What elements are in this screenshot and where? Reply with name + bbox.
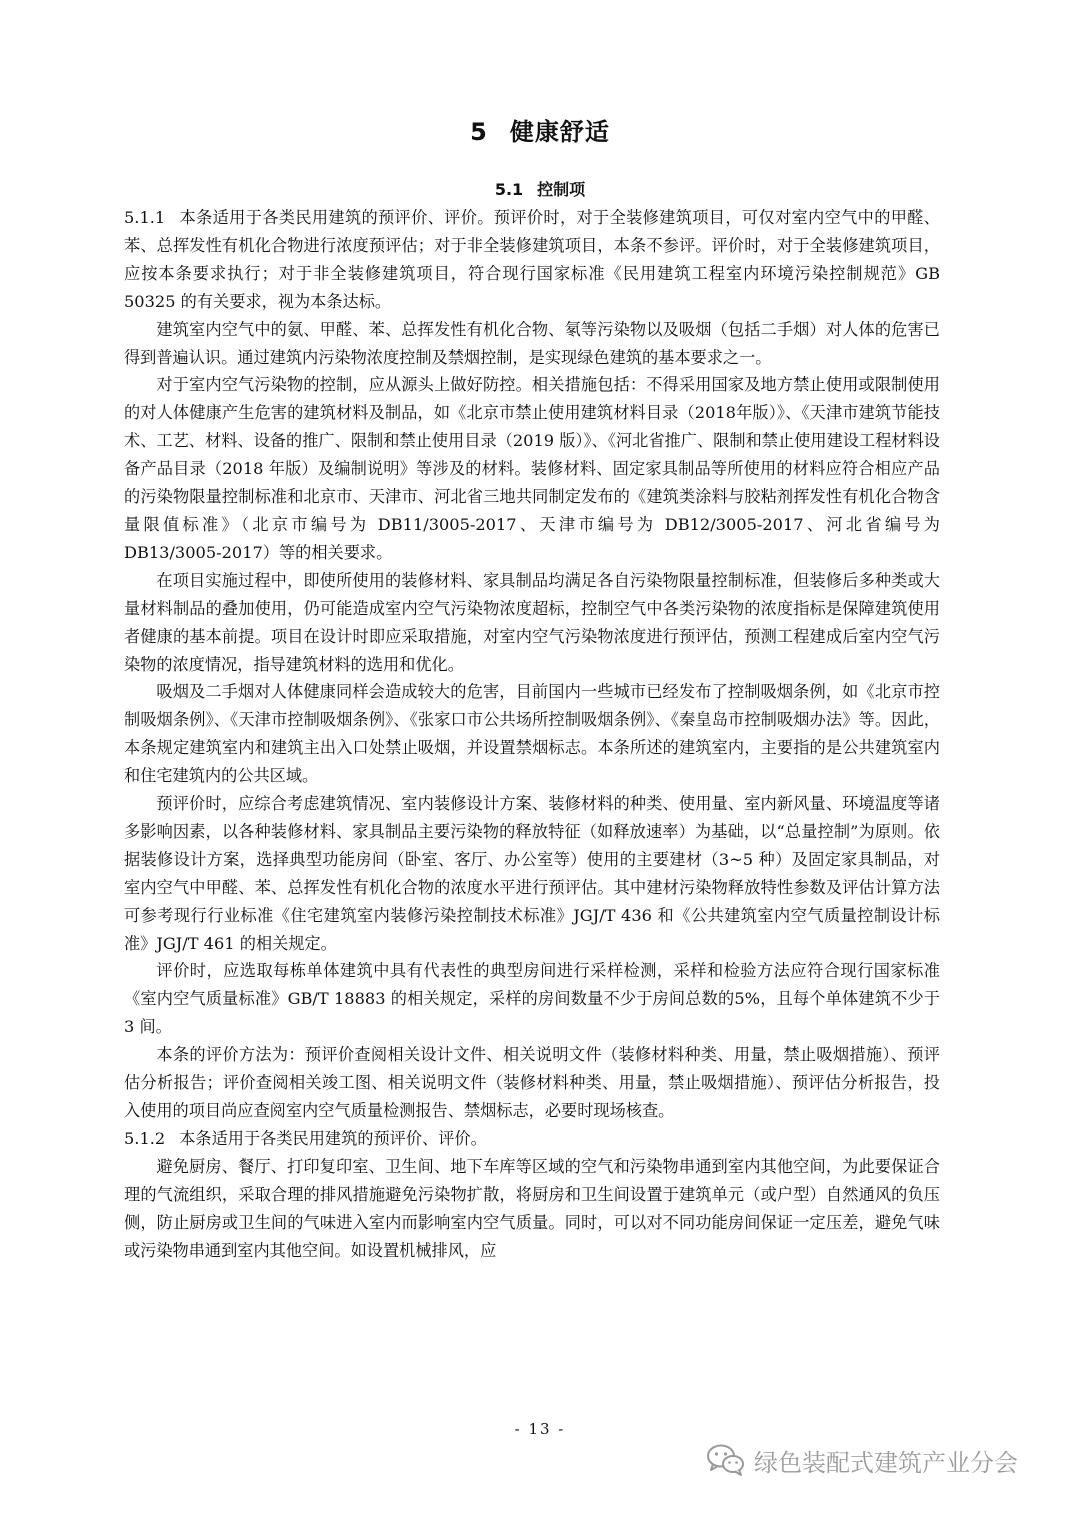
chapter-number: 5 [470,118,488,146]
watermark-text: 绿色装配式建筑产业分会 [754,1448,1018,1477]
section-number: 5.1 [494,180,524,199]
chapter-title-text: 健康舒适 [509,118,610,146]
clause-5-1-2 [124,1125,940,1153]
body-text [124,204,940,1264]
paragraph: 本条的评价方法为：预评价查阅相关设计文件、相关说明文件（装修材料种类、用量，禁止吸烟措施）、预评估分析报告；评价查阅相关竣工图、相关说明文件（装修材料种类、用量，禁止吸烟措施）、预评估分析报告，投入使用的项目尚应查阅室内空气质量检测报告、禁烟标志，必要时现场核查。 [124,1045,940,1120]
chapter-title [0,112,1080,147]
section-title-text: 控制项 [537,180,586,199]
paragraph: 建筑室内空气中的氨、甲醛、苯、总挥发性有机化合物、氡等污染物以及吸烟（包括二手烟）对人体的危害已得到普遍认识。通过建筑内污染物浓度控制及禁烟控制，是实现绿色建筑的基本要求之一。 [124,319,940,367]
page-number: - 13 - [514,1420,566,1438]
section-title [0,177,1080,200]
clause-5-1-1 [124,204,940,316]
clause-number: 5.1.2 [124,1128,166,1148]
paragraph: 在项目实施过程中，即使所使用的装修材料、家具制品均满足各自污染物限量控制标准，但装修后多种类或大量材料制品的叠加使用，仍可能造成室内空气污染物浓度超标，控制空气中各类污染物的浓度指标是保障建筑使用者健康的基本前提。项目在设计时即应采取措施，对室内空气污染物浓度进行预评估，预测工程建成后室内空气污染物的浓度情况，指导建筑材料的选用和优化。 [124,570,940,674]
paragraph: 对于室内空气污染物的控制，应从源头上做好防控。相关措施包括：不得采用国家及地方禁止使用或限制使用的对人体健康产生危害的建筑材料及制品，如《北京市禁止使用建筑材料目录（2018年版）》、《天津市建筑节能技术、工艺、材料、设备的推广、限制和禁止使用目录（2019 版）》、《河北省推广、限制和禁止使用建设工程材料设备产品目录（2018 年版）及编制说明》等涉及的材料。装修材料、固定家具制品等所使用的材料应符合相应产品的污染物限量控制标准和北京市、天津市、河北省三地共同制定发布的《建筑类涂料与胶粘剂挥发性有机化合物含量限值标准》（北京市编号为 DB11/3005-2017、天津市编号为 DB12/3005-2017、河北省编号为 DB13/3005-2017）等的相关要求。 [124,375,940,562]
paragraph: 评价时，应选取每栋单体建筑中具有代表性的典型房间进行采样检测，采样和检验方法应符合现行国家标准《室内空气质量标准》GB/T 18883 的相关规定，采样的房间数量不少于房间总数的5%，且每个单体建筑不少于 3 间。 [124,961,940,1037]
paragraph: 预评价时，应综合考虑建筑情况、室内装修设计方案、装修材料的种类、使用量、室内新风量、环境温度等诸多影响因素，以各种装修材料、家具制品主要污染物的释放特征（如释放速率）为基础，以“总量控制”为原则。依据装修设计方案，选择典型功能房间（卧室、客厅、办公室等）使用的主要建材（3~5 种）及固定家具制品，对室内空气中甲醛、苯、总挥发性有机化合物的浓度水平进行预评估。其中建材污染物释放特性参数及评估计算方法可参考现行行业标准《住宅建筑室内装修污染控制技术标准》JGJ/T 436 和《公共建筑室内空气质量控制设计标准》JGJ/T 461 的相关规定。 [124,794,940,953]
paragraph: 避免厨房、餐厅、打印复印室、卫生间、地下车库等区域的空气和污染物串通到室内其他空间，为此要保证合理的气流组织，采取合理的排风措施避免污染物扩散，将厨房和卫生间设置于建筑单元（或户型）自然通风的负压侧，防止厨房或卫生间的气味进入室内而影响室内空气质量。同时，可以对不同功能房间保证一定压差，避免气味或污染物串通到室内其他空间。如设置机械排风，应 [124,1156,940,1260]
watermark [706,1440,1018,1480]
clause-number: 5.1.1 [124,208,166,227]
paragraph: 吸烟及二手烟对人体健康同样会造成较大的危害，目前国内一些城市已经发布了控制吸烟条例，如《北京市控制吸烟条例》、《天津市控制吸烟条例》、《张家口市公共场所控制吸烟条例》、《秦皇岛市控制吸烟办法》等。因此，本条规定建筑室内和建筑主出入口处禁止吸烟，并设置禁烟标志。本条所述的建筑室内，主要指的是公共建筑室内和住宅建筑内的公共区域。 [124,682,940,786]
clause-text: 本条适用于各类民用建筑的预评价、评价。预评价时，对于全装修建筑项目，可仅对室内空气中的甲醛、苯、总挥发性有机化合物进行浓度预评估；对于非全装修建筑项目，本条不参评。评价时，对于全装修建筑项目，应按本条要求执行；对于非全装修建筑项目，符合现行国家标准《民用建筑工程室内环境污染控制规范》GB 50325 的有关要求，视为本条达标。 [124,208,940,311]
clause-text: 本条适用于各类民用建筑的预评价、评价。 [179,1128,487,1148]
wechat-icon [706,1443,746,1477]
